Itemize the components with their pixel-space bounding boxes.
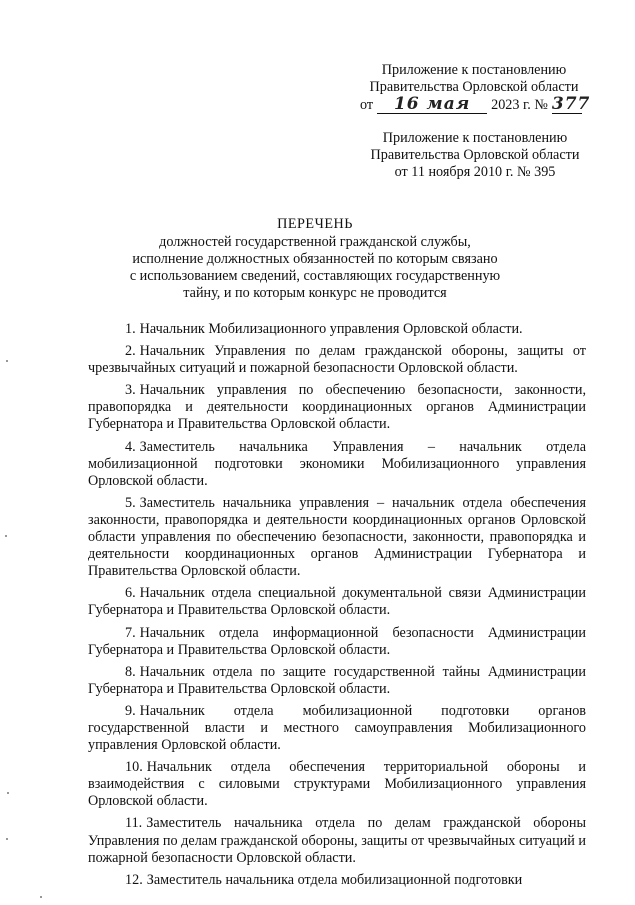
- handwritten-date: 16 мая: [377, 96, 487, 114]
- scan-speck: [40, 896, 42, 898]
- list-item-text: Начальник управления по обеспечению безопасности, законности, правопорядка и деятельности координационных органов Администрации Губернатора и Правительства Орловской области.: [88, 382, 586, 433]
- list-item: [88, 321, 586, 338]
- list-item-text: Начальник отдела информационной безопасности Администрации Губернатора и Правительства Орловской области.: [88, 624, 586, 658]
- list-item: [88, 382, 586, 433]
- list-item-number: 3.: [125, 382, 136, 399]
- positions-list: [88, 321, 586, 894]
- subtitle-line: тайну, и по которым конкурс не проводится: [183, 285, 447, 302]
- subtitle-line: исполнение должностных обязанностей по которым связано: [132, 251, 498, 268]
- list-item: [88, 664, 586, 698]
- list-item: [88, 585, 586, 619]
- list-item: [88, 815, 586, 866]
- appendix-old-line-1: Приложение к постановлению: [382, 130, 568, 146]
- scan-speck: [5, 535, 7, 537]
- document-title: ПЕРЕЧЕНЬ: [277, 216, 353, 232]
- list-item-text: Заместитель начальника отдела мобилизационной подготовки: [146, 871, 523, 888]
- list-item: [88, 439, 586, 490]
- scan-speck: [7, 792, 9, 794]
- list-item-text: Начальник отдела специальной документальной связи Администрации Губернатора и Правительства Орловской области.: [88, 585, 586, 619]
- list-item-number: 4.: [125, 438, 136, 455]
- handwritten-number: 377: [551, 94, 591, 115]
- list-item: [88, 343, 586, 377]
- list-item: [88, 625, 586, 659]
- list-item-text: Начальник Мобилизационного управления Орловской области.: [139, 321, 523, 337]
- scan-speck: [6, 838, 8, 840]
- list-item-number: 9.: [125, 702, 136, 719]
- appendix-old-line-2: Правительства Орловской области: [370, 147, 580, 164]
- list-item-number: 2.: [125, 343, 136, 360]
- list-item: [88, 495, 586, 580]
- list-item-text: Начальник Управления по делам гражданской обороны, защиты от чрезвычайных ситуаций и пожарной безопасности Орловской области.: [88, 343, 586, 377]
- list-item: [88, 872, 586, 889]
- list-item-number: 11.: [125, 815, 143, 832]
- list-item-text: Начальник отдела мобилизационной подготовки органов государственной власти и местного самоуправления Мобилизационного управления Орловской области.: [88, 702, 586, 754]
- document-title-block: [90, 216, 540, 302]
- list-item: [88, 759, 586, 810]
- date-year-text: 2023 г. №: [491, 97, 548, 114]
- list-item-text: Начальник отдела обеспечения территориальной обороны и взаимодействия с силовыми структурами Мобилизационного управления Орловской области.: [88, 759, 586, 810]
- list-item-text: Начальник отдела по защите государственной тайны Администрации Губернатора и Правительства Орловской области.: [88, 663, 586, 697]
- list-item-number: 10.: [125, 759, 143, 776]
- subtitle-line: должностей государственной гражданской службы,: [159, 234, 471, 251]
- appendix-date-line: [360, 94, 591, 115]
- date-prefix: от: [360, 97, 374, 114]
- list-item-number: 12.: [125, 871, 143, 888]
- list-item-number: 6.: [125, 585, 136, 602]
- list-item: [88, 703, 586, 754]
- appendix-line-2: Правительства Орловской области: [369, 79, 579, 96]
- list-item-text: Заместитель начальника Управления – начальник отдела мобилизационной подготовки экономики Мобилизационного управления Орловской области.: [88, 438, 586, 489]
- appendix-old-line-3: от 11 ноября 2010 г. № 395: [394, 164, 556, 181]
- appendix-header-new: [360, 62, 591, 115]
- appendix-header-old: [350, 130, 600, 181]
- subtitle-line: с использованием сведений, составляющих государственную: [129, 268, 501, 285]
- list-item-number: 1.: [125, 321, 136, 337]
- list-item-text: Заместитель начальника отдела по делам гражданской обороны Управления по делам гражданской обороны, защиты от чрезвычайных ситуаций и пожарной безопасности Орловской области.: [88, 815, 586, 866]
- appendix-line-1: Приложение к постановлению: [381, 62, 567, 78]
- list-item-text: Заместитель начальника управления – начальник отдела обеспечения законности, правопорядка и деятельности координационных органов Орловской области управления по обеспечению безопасности, законности, правопорядка и деятельности координационных органов Администрации Губернатора и Правительства Орловской области.: [88, 494, 586, 580]
- list-item-number: 7.: [125, 624, 136, 641]
- list-item-number: 8.: [125, 663, 136, 680]
- scan-speck: [6, 360, 8, 362]
- list-item-number: 5.: [125, 494, 136, 511]
